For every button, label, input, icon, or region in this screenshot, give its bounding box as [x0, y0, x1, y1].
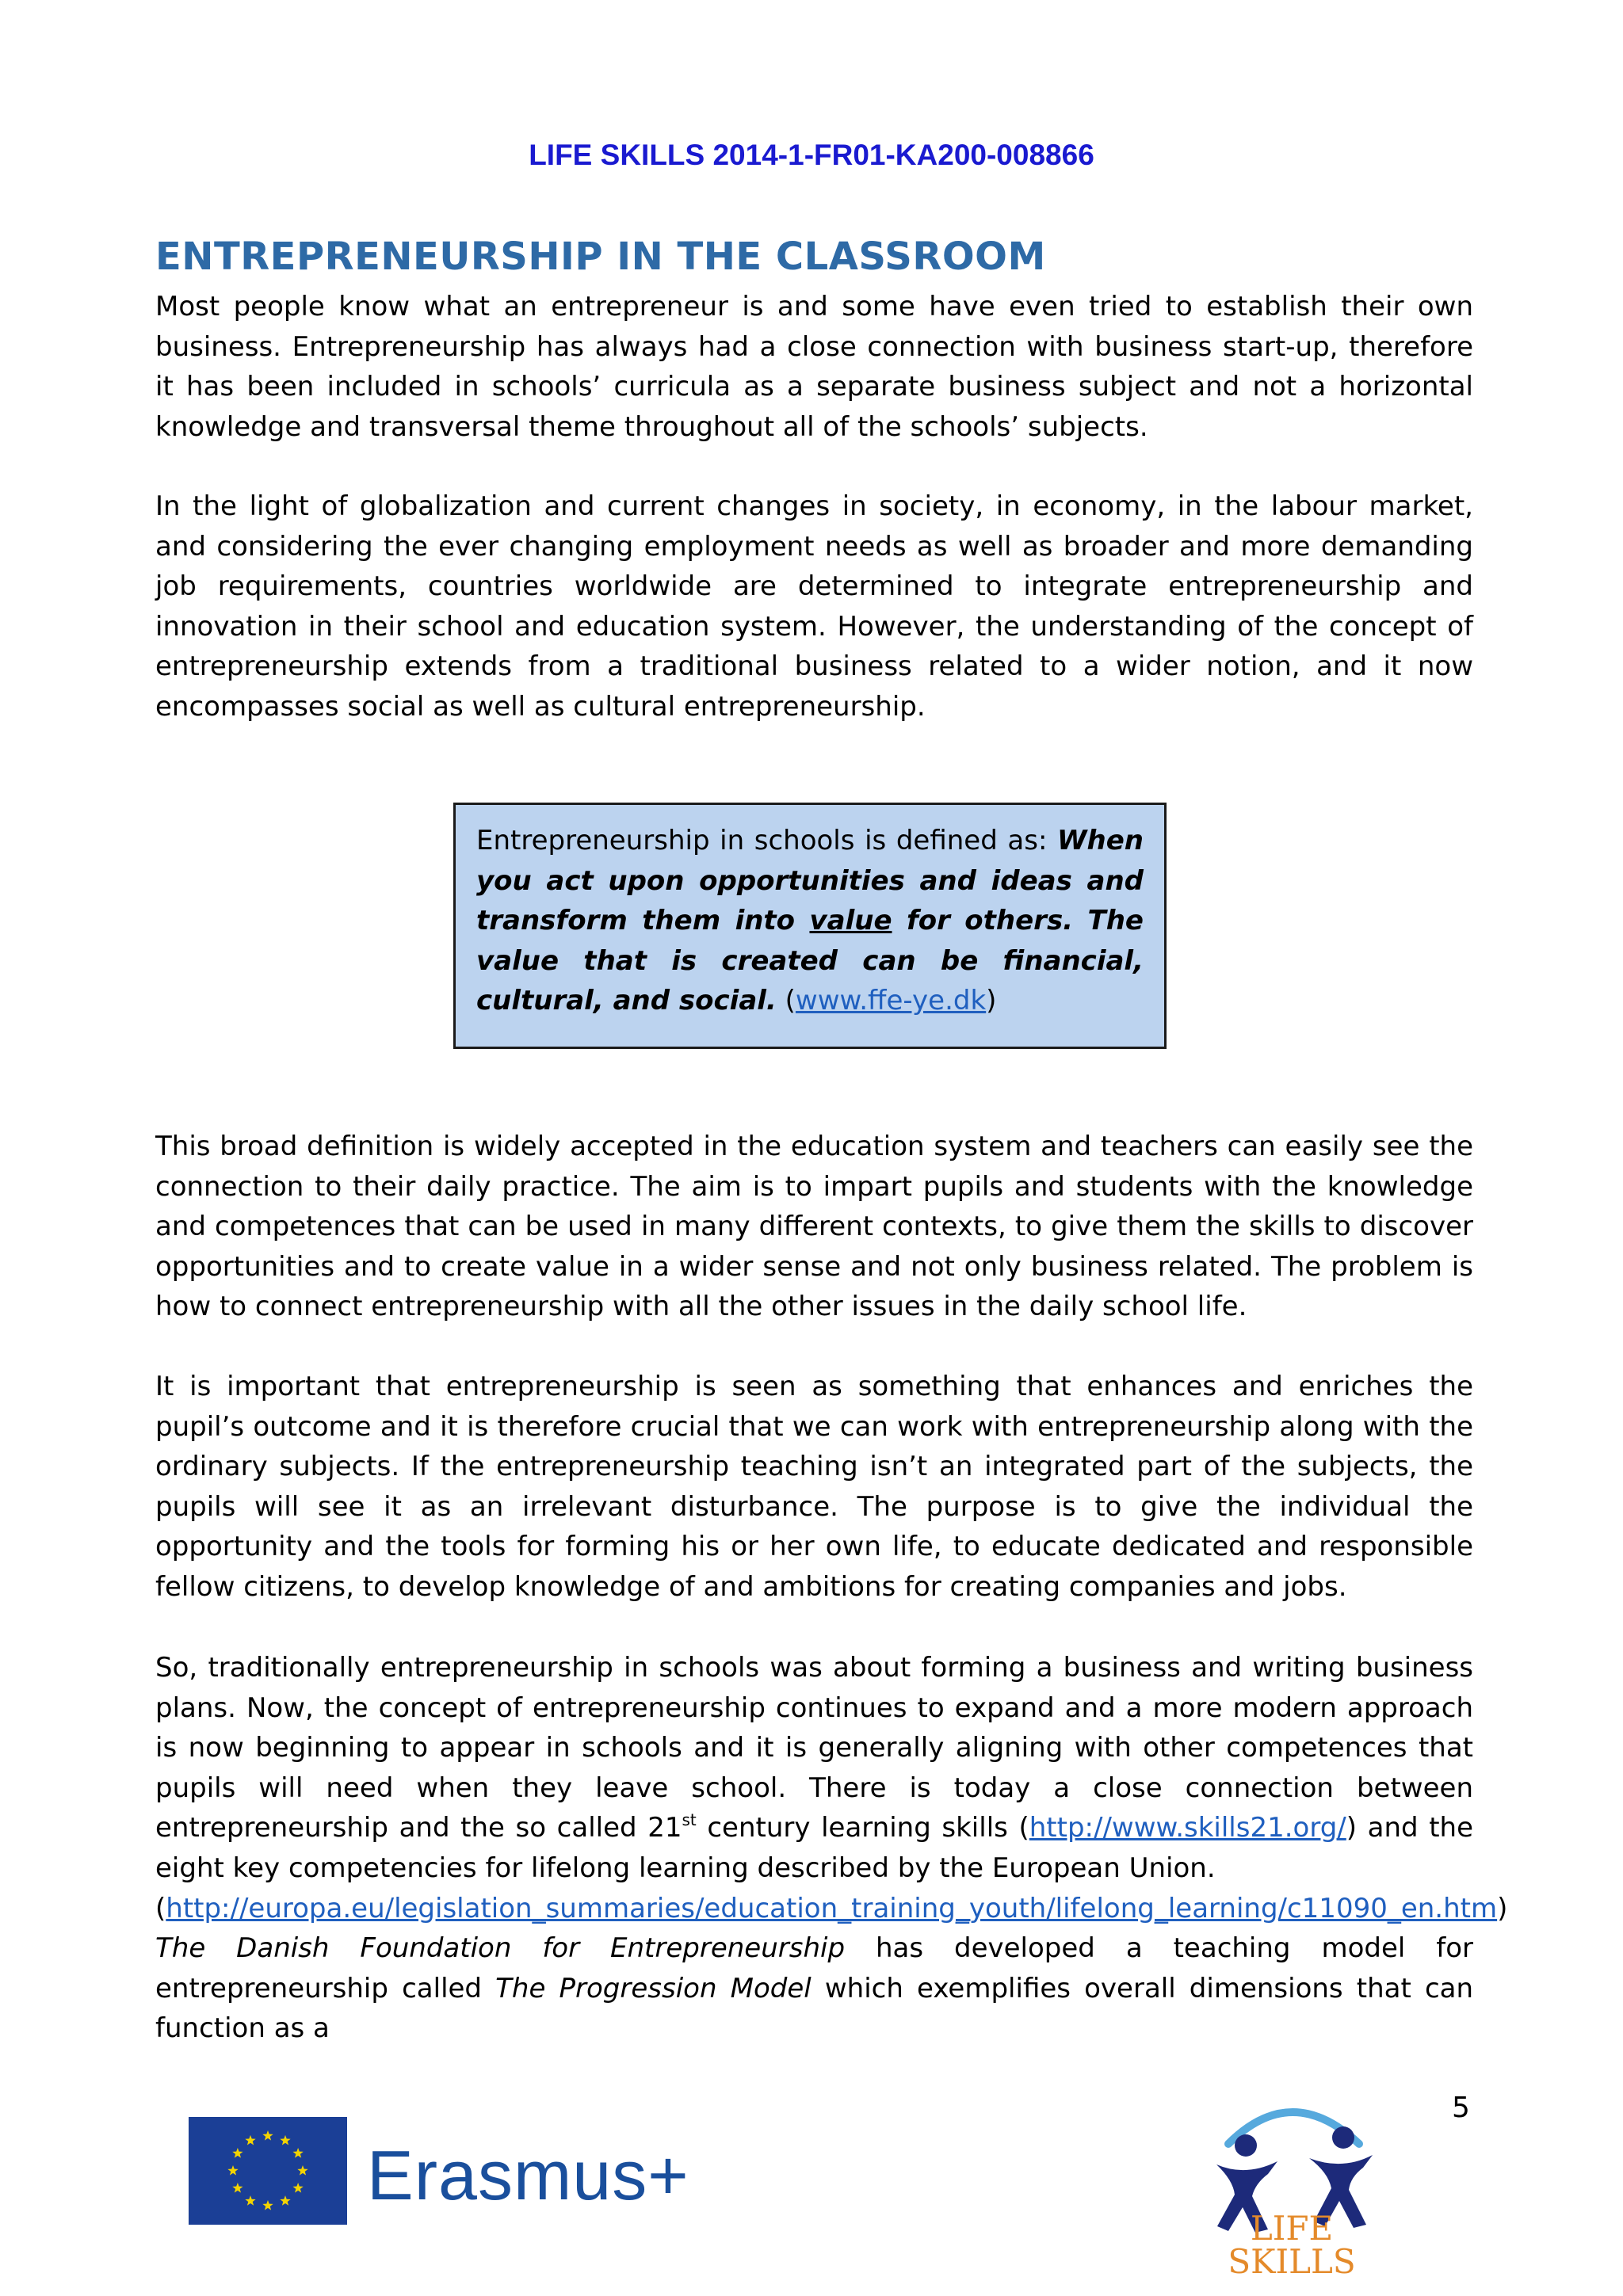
p5-superscript: st	[682, 1810, 697, 1830]
p5-paren-close: )	[1497, 1892, 1508, 1924]
definition-text	[476, 821, 1144, 1021]
definition-paren-open: (	[776, 985, 796, 1017]
erasmus-plus-label: Erasmus+	[367, 2136, 689, 2214]
life-skills-label: LIFE SKILLS	[1228, 2209, 1356, 2281]
page-number: 5	[1452, 2092, 1470, 2124]
paragraph-traditional	[155, 1648, 1508, 2049]
p5-italic-model: The Progression Model	[495, 1972, 812, 2004]
definition-value-word: value	[809, 905, 892, 937]
ffe-ye-link[interactable]: www.ffe-ye.dk	[795, 985, 987, 1017]
definition-emphasis-1: When you act upon opportunities and ideas and transform them into	[476, 825, 1144, 937]
definition-lead: Entrepreneurship in schools is defined as:	[476, 825, 1058, 856]
project-header: LIFE SKILLS 2014-1-FR01-KA200-008866	[529, 139, 1094, 171]
paragraph-broad-definition: This broad definition is widely accepted in the education system and teachers can easily see the connection to their daily practice. The aim is to impart pupils and students with the knowledge and competences that can be used in many different contexts, to give them the skills to discover opportunities and to create value in a wider sense and not only business related. The problem is how to connect entrepreneurship with all the other issues in the daily school life.	[155, 1131, 1473, 1323]
paragraph-globalization: In the light of globalization and current changes in society, in economy, in the labour market, and considering the ever changing employment needs as well as broader and more demanding job requirements, countries worldwide are determined to integrate entrepreneurship and innovation in their school and education system. However, the understanding of the concept of entrepreneurship extends from a traditional business related to a wider notion, and it now encompasses social as well as cultural entrepreneurship.	[155, 490, 1473, 723]
p5-text-3: ) and the eight key competencies for lifelong learning described by the European Union.	[155, 1812, 1473, 1884]
paragraph-importance: It is important that entrepreneurship is seen as something that enhances and enriches the pupil’s outcome and it is therefore crucial that we can work with entrepreneurship along with the ordinary subjects. If the entrepreneurship teaching isn’t an integrated part of the subjects, the pupils will see it as an irrelevant disturbance. The purpose is to give the individual the opportunity and the tools for forming his or her own life, to educate dedicated and responsible fellow citizens, to develop knowledge of and ambitions for creating companies and jobs.	[155, 1371, 1473, 1603]
skills21-link[interactable]: http://www.skills21.org/	[1029, 1812, 1346, 1844]
p5-text-1: So, traditionally entrepreneurship in schools was about forming a business and writing business plans. Now, the concept of entrepreneurship continues to expand and a more modern approach is now beginning to appear in schools and it is generally aligning with other competences that pupils will need when they leave school. There is today a close connection between entrepreneurship and the so called 21	[155, 1652, 1473, 1844]
definition-box	[453, 803, 1167, 1049]
definition-paren-close: )	[986, 985, 997, 1017]
p5-text-2: century learning skills (	[696, 1812, 1029, 1844]
paragraph-intro: Most people know what an entrepreneur is and some have even tried to establish their own business. Entrepreneurship has always had a close connection with business start-up, therefore it has been included in schools’ curricula as a separate business subject and not a horizontal knowledge and transversal theme throughout all of the schools’ subjects.	[155, 291, 1473, 443]
p5-text-4: has developed a teaching model for entrepreneurship called	[155, 1932, 1474, 2004]
p5-paren-open: (	[155, 1892, 166, 1924]
eu-flag-icon	[189, 2117, 347, 2225]
section-title: ENTREPRENEURSHIP IN THE CLASSROOM	[155, 235, 1046, 279]
europa-link[interactable]: http://europa.eu/legislation_summaries/education_training_youth/lifelong_learning/c11090_en.htm	[166, 1892, 1498, 1924]
erasmus-plus-logo	[189, 2117, 727, 2228]
p5-italic-foundation: The Danish Foundation for Entrepreneurship	[155, 1932, 846, 1965]
definition-emphasis-2: for others. The value that is created can be financial, cultural, and social.	[476, 905, 1144, 1017]
p5-text-5: which exemplifies overall dimensions that can function as a	[155, 1972, 1474, 2045]
